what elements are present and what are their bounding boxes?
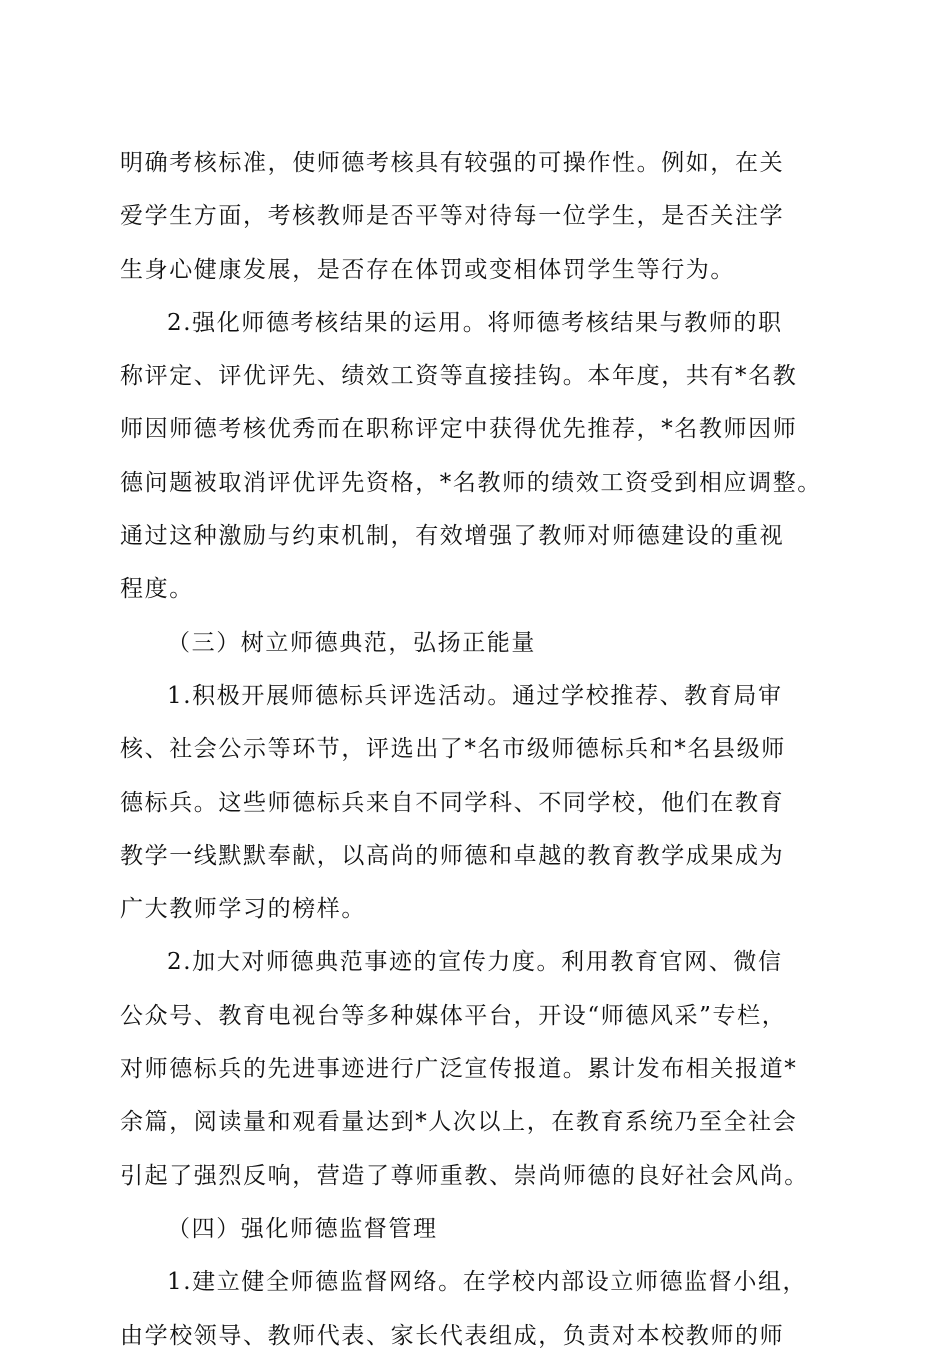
text-line: 德标兵。这些师德标兵来自不同学科、不同学校，他们在教育	[120, 789, 785, 816]
text-line: 爱学生方面，考核教师是否平等对待每一位学生，是否关注学	[120, 203, 785, 230]
paragraph-start-line: 1.积极开展师德标兵评选活动。通过学校推荐、教育局审	[167, 682, 783, 709]
paragraph-start-line: 2.强化师德考核结果的运用。将师德考核结果与教师的职	[167, 309, 783, 336]
text-line: 师因师德考核优秀而在职称评定中获得优先推荐，*名教师因师	[120, 416, 798, 443]
text-line: 教学一线默默奉献，以高尚的师德和卓越的教育教学成果成为	[120, 842, 785, 869]
text-line: 广大教师学习的榜样。	[120, 896, 366, 923]
text-line: 余篇，阅读量和观看量达到*人次以上，在教育系统乃至全社会	[120, 1109, 798, 1136]
text-line: 由学校领导、教师代表、家长代表组成，负责对本校教师的师	[120, 1322, 785, 1349]
text-line: 德问题被取消评优评先资格，*名教师的绩效工资受到相应调整。	[120, 469, 822, 496]
text-line: 核、社会公示等环节，评选出了*名市级师德标兵和*名县级师	[120, 736, 786, 763]
paragraph-start-line: 2.加大对师德典范事迹的宣传力度。利用教育官网、微信	[167, 949, 783, 976]
paragraph-start-line: 1.建立健全师德监督网络。在学校内部设立师德监督小组，	[167, 1269, 808, 1296]
text-line: 公众号、教育电视台等多种媒体平台，开设“师德风采”专栏，	[120, 1002, 787, 1029]
text-line: 称评定、评优评先、绩效工资等直接挂钩。本年度，共有*名教	[120, 363, 798, 390]
text-line: 对师德标兵的先进事迹进行广泛宣传报道。累计发布相关报道*	[120, 1056, 798, 1083]
text-line: 程度。	[120, 576, 194, 603]
text-line: 通过这种激励与约束机制，有效增强了教师对师德建设的重视	[120, 523, 785, 550]
section-heading: （四）强化师德监督管理	[167, 1215, 438, 1242]
text-line: 生身心健康发展，是否存在体罚或变相体罚学生等行为。	[120, 256, 735, 283]
document-body	[120, 137, 830, 1363]
section-heading: （三）树立师德典范，弘扬正能量	[167, 629, 536, 656]
text-line: 明确考核标准，使师德考核具有较强的可操作性。例如，在关	[120, 150, 785, 176]
text-line: 引起了强烈反响，营造了尊师重教、崇尚师德的良好社会风尚。	[120, 1162, 809, 1189]
